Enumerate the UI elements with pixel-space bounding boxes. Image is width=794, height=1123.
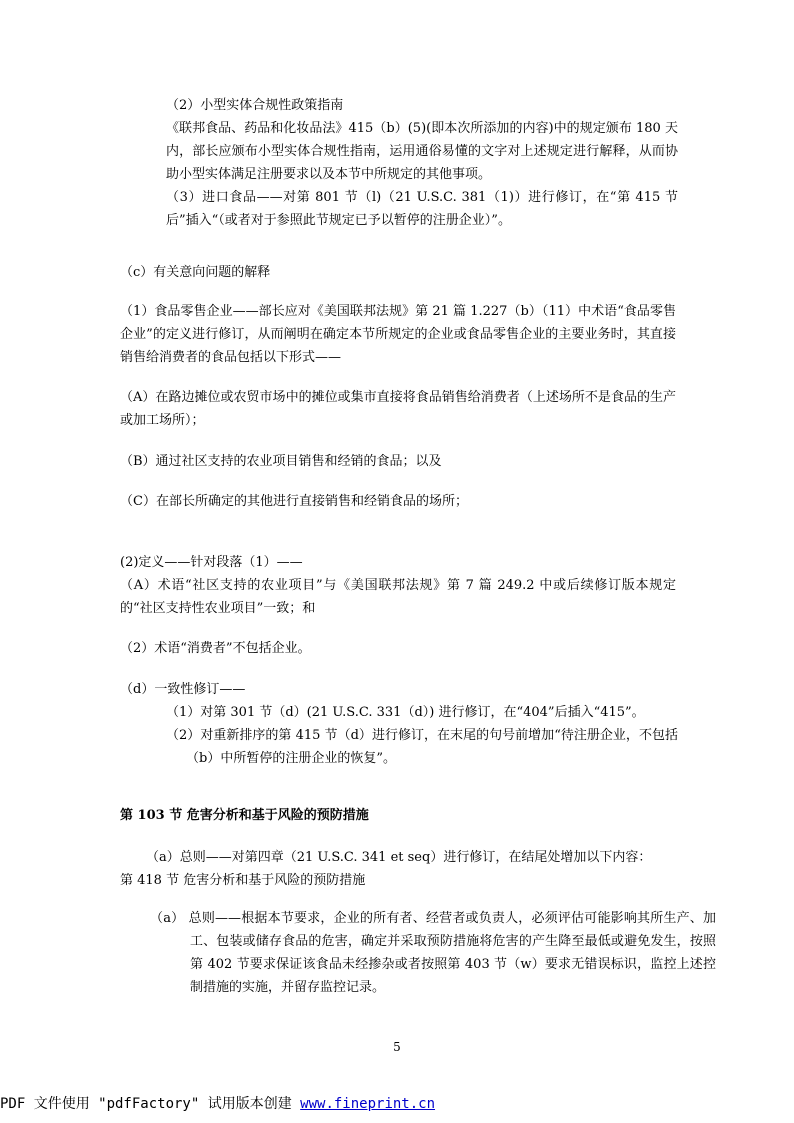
paragraph-guidance: 《联邦食品、药品和化妆品法》415（b）(5)(即本次所添加的内容)中的规定颁布 180 天内，部长应颁布小型实体合规性指南，运用通俗易懂的文字对上述规定进行解释，从而协助小型实体满足注册要求以及本节中所规定的其他事项。 xyxy=(166,121,678,182)
paragraph-definition-A: （A）术语“社区支持的农业项目”与《美国联邦法规》第 7 篇 249.2 中或后续修订版本规定的“社区支持性农业项目”一致；和 xyxy=(120,578,676,616)
paragraph-418-a: （a） 总则——根据本节要求，企业的所有者、经营者或负责人，必须评估可能影响其所生产、加工、包装或储存食品的危害，确定并采取预防措施将危害的产生降至最低或避免发生，按照第 402 节要求保证该食品未经掺杂或者按照第 403 节（w）要求无错误标识，监控上述控制措施的实施，并留存监控记录。 xyxy=(150,911,716,995)
paragraph-import-food: （3）进口食品——对第 801 节（l)（21 U.S.C. 381（1)）进行修订，在“第 415 节后”插入“（或者对于参照此节规定已予以暂停的注册企业）”。 xyxy=(166,190,678,228)
section-418-title: 第 418 节 危害分析和基于风险的预防措施 xyxy=(120,873,366,888)
paragraph-d1: （1）对第 301 节（d）(21 U.S.C. 331（d）) 进行修订，在“404”后插入“415”。 xyxy=(166,705,645,720)
paragraph-cB: （B）通过社区支持的农业项目销售和经销的食品；以及 xyxy=(120,454,442,469)
subsection-heading-2: （2）小型实体合规性政策指南 xyxy=(166,98,344,113)
pdf-footer xyxy=(0,1093,435,1113)
paragraph-cA: （A）在路边摊位或农贸市场中的摊位或集市直接将食品销售给消费者（上述场所不是食品的生产或加工场所）； xyxy=(120,390,676,428)
paragraph-cC: （C）在部长所确定的其他进行直接销售和经销食品的场所； xyxy=(120,494,468,509)
paragraph-definition-heading: (2)定义——针对段落（1）—— xyxy=(120,555,303,570)
paragraph-d2: （2）对重新排序的第 415 节（d）进行修订，在末尾的句号前增加“待注册企业，不包括（b）中所暂停的注册企业的恢复”。 xyxy=(166,728,678,766)
section-c-heading: （c）有关意向问题的解释 xyxy=(120,265,271,280)
section-103-title: 第 103 节 危害分析和基于风险的预防措施 xyxy=(120,808,369,823)
paragraph-c1: （1）食品零售企业——部长应对《美国联邦法规》第 21 篇 1.227（b）（11）中术语“食品零售企业”的定义进行修订，从而阐明在确定本节所规定的企业或食品零售企业的主要业务时，其直接销售给消费者的食品包括以下形式—— xyxy=(120,304,676,365)
paragraph-definition-consumer: （2）术语“消费者”不包括企业。 xyxy=(120,641,311,656)
section-d-heading: （d）一致性修订—— xyxy=(120,682,246,697)
footer-text: PDF 文件使用 "pdfFactory" 试用版本创建 xyxy=(0,1096,301,1112)
paragraph-general-provision: （a）总则——对第四章（21 U.S.C. 341 et seq）进行修订，在结尾处增加以下内容： xyxy=(146,850,652,865)
page-number: 5 xyxy=(393,1040,401,1054)
footer-link[interactable]: www.fineprint.cn xyxy=(300,1096,436,1112)
